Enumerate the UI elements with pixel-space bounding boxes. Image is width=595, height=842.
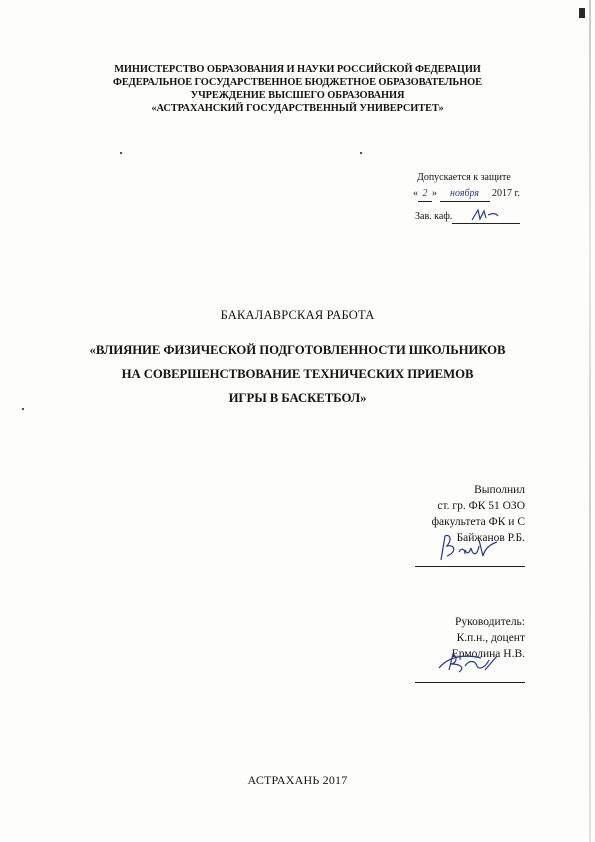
performer-name: Байжанов Р.Б. bbox=[456, 532, 525, 544]
title-line: «ВЛИЯНИЕ ФИЗИЧЕСКОЙ ПОДГОТОВЛЕННОСТИ ШКОЛЬНИКОВ bbox=[89, 343, 506, 357]
performer-signature bbox=[435, 530, 505, 566]
head-signature bbox=[470, 207, 500, 223]
head-of-department bbox=[405, 210, 535, 224]
head-label: Зав. каф. bbox=[415, 211, 453, 222]
scan-dot bbox=[360, 152, 362, 154]
performer-label: Выполнил bbox=[474, 484, 525, 496]
performer-group: ст. гр. ФК 51 ОЗО bbox=[437, 500, 525, 512]
approval-block bbox=[405, 171, 535, 224]
scan-dot bbox=[22, 408, 24, 410]
title-line: НА СОВЕРШЕНСТВОВАНИЕ ТЕХНИЧЕСКИХ ПРИЕМОВ bbox=[121, 367, 474, 381]
close-quote: » bbox=[432, 188, 437, 199]
approval-year: 2017 г. bbox=[492, 188, 520, 199]
performer-signature-line bbox=[415, 546, 525, 567]
header-line: ФЕДЕРАЛЬНОЕ ГОСУДАРСТВЕННОЕ БЮДЖЕТНОЕ ОБРАЗОВАТЕЛЬНОЕ bbox=[113, 77, 482, 88]
thesis-title bbox=[40, 338, 555, 410]
header-line: МИНИСТЕРСТВО ОБРАЗОВАНИЯ И НАУКИ РОССИЙСКОЙ ФЕДЕРАЦИИ bbox=[114, 64, 481, 75]
institution-header bbox=[60, 63, 535, 115]
supervisor-signature bbox=[435, 646, 505, 676]
supervisor-label: Руководитель: bbox=[455, 616, 525, 628]
approval-month: ноября bbox=[440, 187, 490, 202]
admitted-text: Допускается к защите bbox=[417, 172, 511, 183]
supervisor-block bbox=[365, 614, 525, 683]
work-type: БАКАЛАВРСКАЯ РАБОТА bbox=[220, 308, 375, 322]
open-quote: « bbox=[413, 188, 418, 199]
city-year: АСТРАХАНЬ 2017 bbox=[247, 773, 348, 787]
header-line: «АСТРАХАНСКИЙ ГОСУДАРСТВЕННЫЙ УНИВЕРСИТЕТ» bbox=[151, 103, 444, 114]
performer-block bbox=[365, 482, 525, 567]
title-line: ИГРЫ В БАСКЕТБОЛ» bbox=[228, 391, 367, 405]
approval-date bbox=[405, 187, 535, 202]
scan-mark bbox=[579, 8, 585, 18]
approval-day: 2 bbox=[418, 187, 432, 202]
head-signature-line bbox=[452, 213, 520, 224]
scan-edge bbox=[589, 0, 591, 842]
supervisor-name: Ермолина Н.В. bbox=[451, 648, 525, 660]
performer-faculty: факультета ФК и С bbox=[431, 516, 525, 528]
scan-dot bbox=[120, 152, 122, 154]
supervisor-degree: К.п.н., доцент bbox=[456, 632, 525, 644]
header-line: УЧРЕЖДЕНИЕ ВЫСШЕГО ОБРАЗОВАНИЯ bbox=[190, 90, 405, 101]
supervisor-signature-line bbox=[415, 662, 525, 683]
